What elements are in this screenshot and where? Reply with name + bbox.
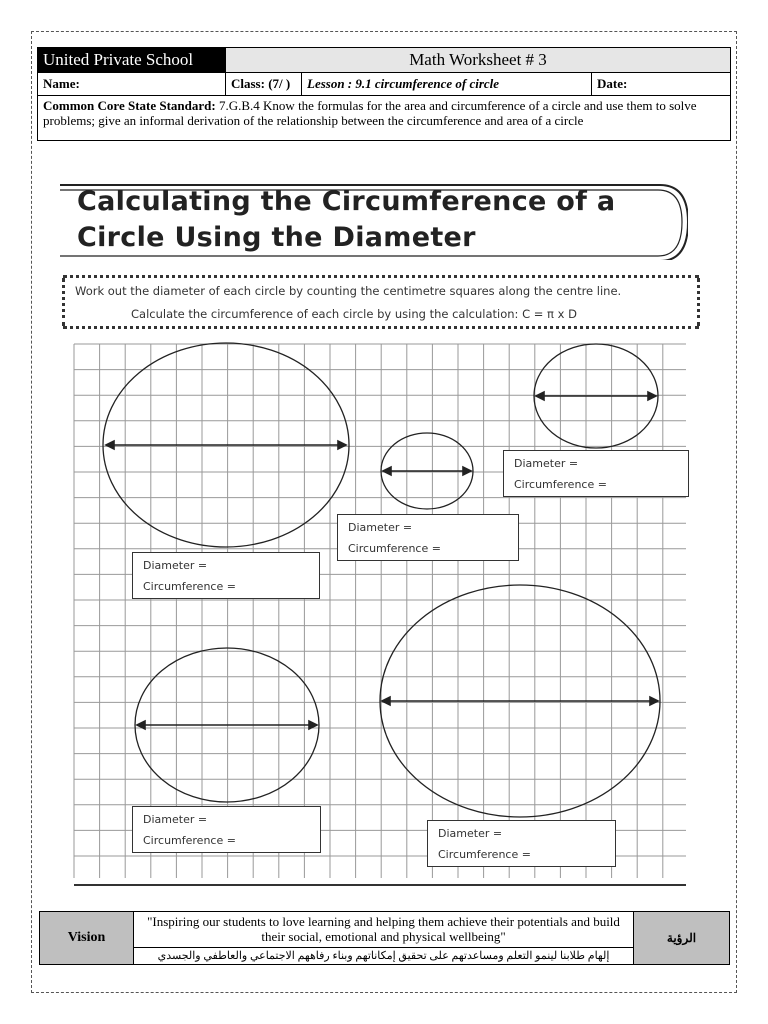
standard-cell — [38, 96, 731, 141]
diameter-label: Diameter = — [514, 457, 579, 470]
diameter-label: Diameter = — [348, 521, 413, 534]
circumference-label: Circumference = — [143, 580, 236, 593]
diameter-label: Diameter = — [438, 827, 503, 840]
worksheet-heading — [77, 184, 615, 256]
answer-box-3[interactable] — [503, 450, 689, 497]
answer-box-5[interactable] — [427, 820, 616, 867]
diameter-label: Diameter = — [143, 559, 208, 572]
instructions-box — [63, 275, 699, 329]
class-field[interactable]: Class: (7/ ) — [226, 73, 302, 96]
vision-label: Vision — [40, 912, 134, 965]
standard-label: Common Core State Standard: — [43, 98, 216, 113]
standard-text: 7.G.B.4 Know the formulas for the area and circumference of a circle and use them to solve problems; give an informal derivation of the relationship between the circumference and area of a circle — [43, 98, 697, 128]
vision-statement-en: "Inspiring our students to love learning and helping them achieve their potentials and build their social, emotional and physical wellbeing" — [134, 912, 634, 948]
heading-line-1: Calculating the Circumference of a — [77, 186, 616, 217]
heading-line-2: Circle Using the Diameter — [77, 222, 476, 253]
answer-box-2[interactable] — [337, 514, 519, 561]
answer-box-1[interactable] — [132, 552, 320, 599]
vision-statement-ar: إلهام طلابنا لينمو التعلم ومساعدتهم على تحقيق إمكاناتهم وبناء رفاههم الاجتماعي والعاطفي والجسدي — [134, 947, 634, 964]
worksheet-header — [37, 47, 731, 141]
circumference-label: Circumference = — [514, 478, 607, 491]
name-field[interactable]: Name: — [38, 73, 226, 96]
school-name: United Private School — [38, 48, 226, 73]
circumference-label: Circumference = — [348, 542, 441, 555]
circumference-label: Circumference = — [438, 848, 531, 861]
circumference-label: Circumference = — [143, 834, 236, 847]
answer-box-4[interactable] — [132, 806, 321, 853]
date-field[interactable]: Date: — [592, 73, 731, 96]
worksheet-title: Math Worksheet # 3 — [226, 48, 731, 73]
vision-footer — [39, 911, 730, 965]
diameter-label: Diameter = — [143, 813, 208, 826]
instruction-diameter: Work out the diameter of each circle by counting the centimetre squares along the centre line. — [75, 284, 622, 298]
instruction-circumference: Calculate the circumference of each circle by using the calculation: C = π x D — [131, 307, 577, 321]
vision-label-ar: الرؤية — [634, 912, 730, 965]
lesson-label: Lesson : 9.1 circumference of circle — [302, 73, 592, 96]
